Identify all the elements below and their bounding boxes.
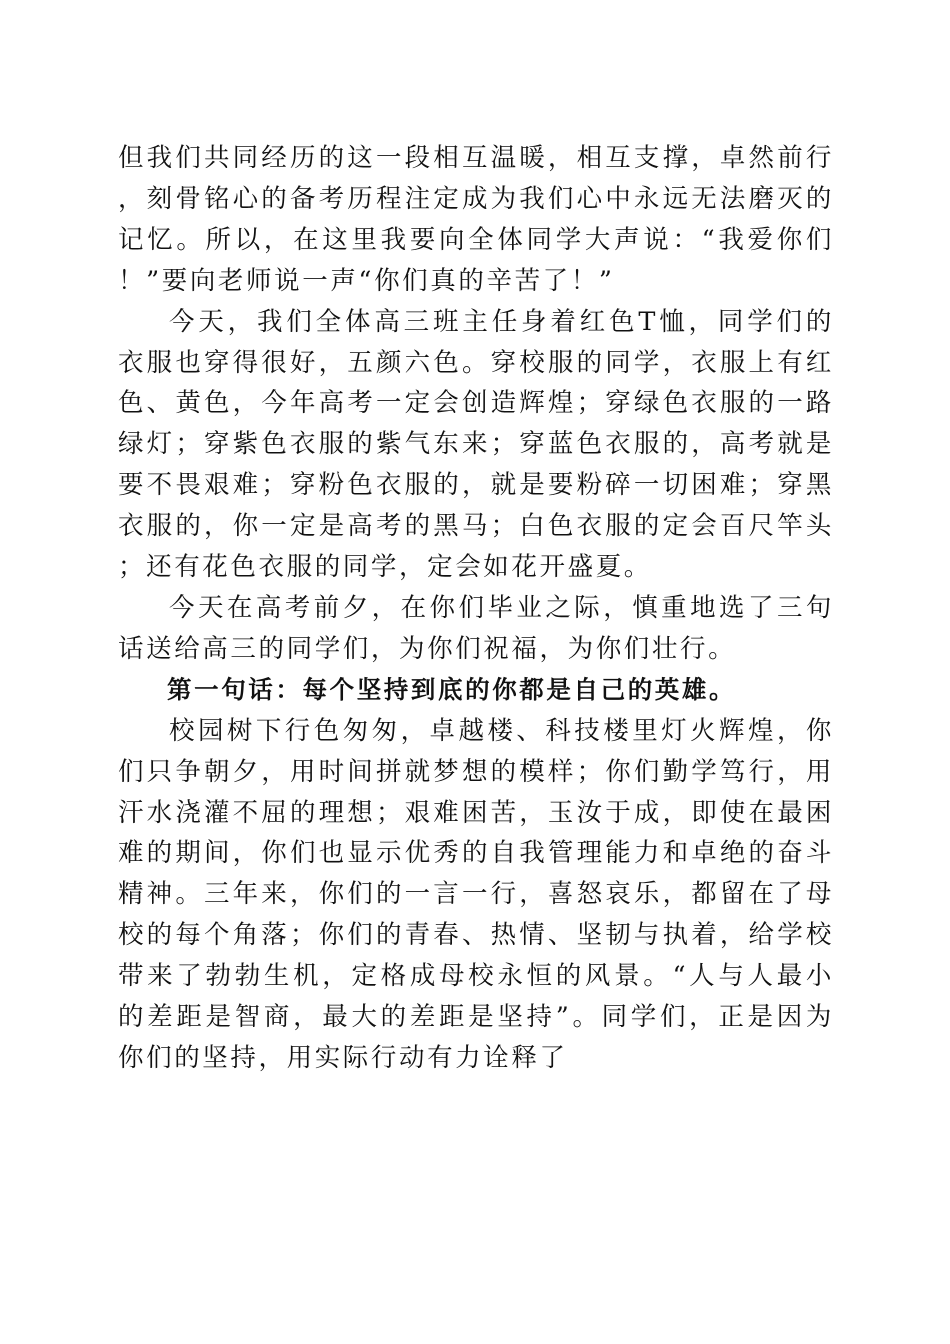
paragraph-clothing-colors: 今天，我们全体高三班主任身着红色T恤，同学们的衣服也穿得很好，五颜六色。穿校服的同学，衣服上有红色、黄色，今年高考一定会创造辉煌；穿绿色衣服的一路绿灯；穿紫色衣服的紫气东来；穿蓝色衣服的，高考就是要不畏艰难；穿粉色衣服的，就是要粉碎一切困难；穿黑衣服的，你一定是高考的黑马；白色衣服的定会百尺竿头；还有花色衣服的同学，定会如花开盛夏。: [118, 306, 834, 583]
paragraph-continuation: 但我们共同经历的这一段相互温暖，相互支撑，卓然前行，刻骨铭心的备考历程注定成为我们心中永远无法磨灭的记忆。所以，在这里我要向全体同学大声说：“我爱你们！”要向老师说一声“你们真的辛苦了！”: [118, 143, 834, 296]
paragraph-persistence: 校园树下行色匆匆，卓越楼、科技楼里灯火辉煌，你们只争朝夕，用时间拼就梦想的模样；你们勤学笃行，用汗水浇灌不屈的理想；艰难困苦，玉汝于成，即使在最困难的期间，你们也显示优秀的自我管理能力和卓绝的奋斗精神。三年来，你们的一言一行，喜怒哀乐，都留在了母校的每个角落；你们的青春、热情、坚韧与执着，给学校带来了勃勃生机，定格成母校永恒的风景。“人与人最小的差距是智商，最大的差距是坚持”。同学们，正是因为你们的坚持，用实际行动有力诠释了: [118, 715, 834, 1073]
paragraph-three-sentences-intro: 今天在高考前夕，在你们毕业之际，慎重地选了三句话送给高三的同学们，为你们祝福，为你们壮行。: [118, 592, 834, 664]
section-heading-first-sentence: 第一句话：每个坚持到底的你都是自己的英雄。: [167, 674, 737, 704]
document-body: [118, 138, 834, 1079]
